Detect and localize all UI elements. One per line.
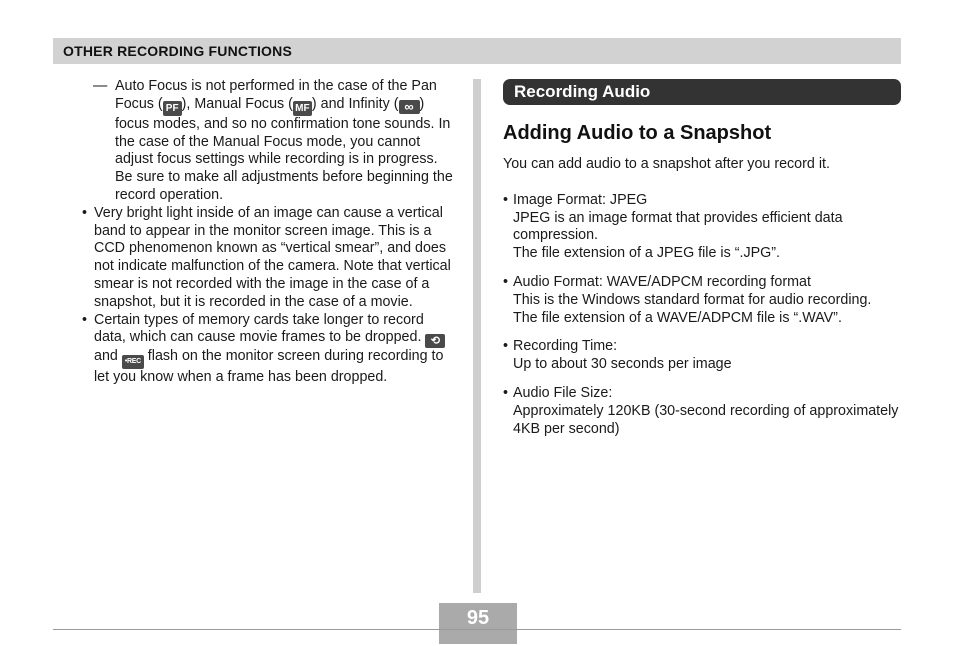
chapter-title: OTHER RECORDING FUNCTIONS xyxy=(63,43,292,59)
spec-detail: The file extension of a WAVE/ADPCM file is “.WAV”. xyxy=(513,309,842,326)
dropped-frames-text-2: and xyxy=(94,348,122,365)
note-text-1: Auto Focus is not performed in the case of the Pan Focus ( xyxy=(115,78,437,112)
spec-detail: This is the Windows standard format for audio recording. xyxy=(513,291,872,308)
spec-detail: Up to about 30 seconds per image xyxy=(513,356,732,373)
dropped-frames-text-1: Certain types of memory cards take longer to record data, which can cause movie frames to be dropped. xyxy=(94,311,426,346)
bullet-mark: • xyxy=(503,273,509,290)
page-title: Adding Audio to a Snapshot xyxy=(503,122,772,144)
left-column xyxy=(82,78,454,387)
bullet-mark: • xyxy=(82,311,88,328)
bullet-mark: • xyxy=(503,191,509,208)
page-number-box xyxy=(439,603,517,644)
spec-label: Audio Format: WAVE/ADPCM recording format xyxy=(513,273,811,290)
section-title: Recording Audio xyxy=(514,82,651,101)
spec-detail: The file extension of a JPEG file is “.JPG”. xyxy=(513,245,780,262)
column-divider xyxy=(473,79,481,593)
spec-label: Image Format: JPEG xyxy=(513,191,648,208)
spec-label: Recording Time: xyxy=(513,338,618,355)
right-column xyxy=(503,79,901,449)
list-item xyxy=(82,205,454,312)
spec-detail: JPEG is an image format that provides efficient data compression. xyxy=(513,209,843,244)
footer-rule xyxy=(53,629,901,630)
vertical-smear-text: Very bright light inside of an image can cause a vertical band to appear in the monitor screen image. This is a CCD phenomenon known as “vertical smear”, and does not indicate malfunction of the camera. Note that vertical smear is not recorded with the image in the case of a snapshot, but it is recorded in the case of a movie. xyxy=(94,204,451,310)
manual-focus-icon: MF xyxy=(293,101,312,116)
spec-label: Audio File Size: xyxy=(513,384,613,401)
note-text-2: ), Manual Focus ( xyxy=(181,95,293,112)
intro-text: You can add audio to a snapshot after you record it. xyxy=(503,156,830,172)
list-item xyxy=(503,338,901,374)
page-header-bar xyxy=(53,38,901,64)
spec-detail: Approximately 120KB (30-second recording of approximately 4KB per second) xyxy=(513,402,899,437)
dropped-frames-text-3: flash on the monitor screen during recording to let you know when a frame has been dropped. xyxy=(94,348,444,386)
list-item xyxy=(503,192,901,263)
bullet-mark: • xyxy=(503,384,509,401)
page-number: 95 xyxy=(466,607,490,629)
bullet-mark: • xyxy=(503,338,509,355)
list-item xyxy=(503,385,901,438)
rec-indicator-icon: •REC xyxy=(122,355,144,369)
movie-frame-drop-icon: ⟲ xyxy=(425,334,445,348)
bullet-mark: • xyxy=(82,204,88,221)
list-item xyxy=(82,312,454,388)
list-item xyxy=(503,274,901,327)
pan-focus-icon: PF xyxy=(163,101,182,116)
dash-mark: — xyxy=(93,78,108,94)
note-text-3: ) and Infinity ( xyxy=(311,95,399,112)
note-text-4: ) focus modes, and so no confirmation tone sounds. In the case of the Manual Focus mode, you cannot adjust focus settings while recording is in progress. Be sure to make all adjustments before beginning the record operation. xyxy=(115,95,453,203)
spec-list xyxy=(503,192,901,439)
infinity-icon: ∞ xyxy=(399,100,420,114)
focus-note xyxy=(82,78,454,205)
section-title-bar xyxy=(503,79,901,105)
